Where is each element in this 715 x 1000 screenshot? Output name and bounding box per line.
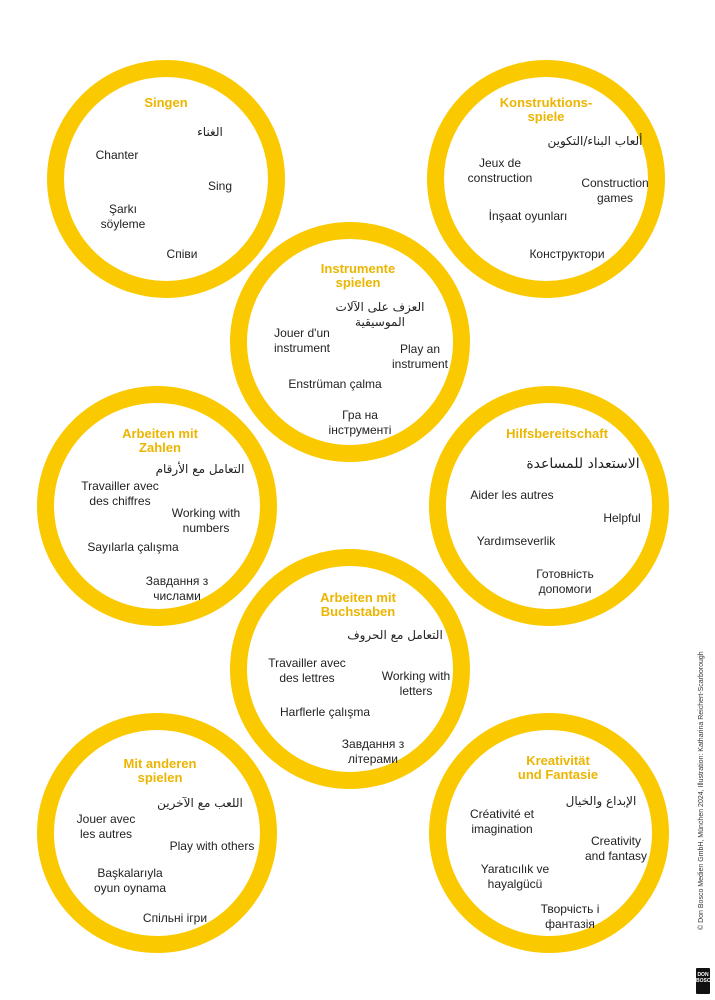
- word-french: Jeux de construction: [467, 156, 533, 185]
- circle-title: Singen: [144, 95, 188, 110]
- word-french: Aider les autres: [470, 488, 554, 502]
- word-ukrainian: Творчість і фантазія: [540, 902, 600, 931]
- word-ukrainian: Завдання з числами: [145, 574, 209, 603]
- circle-title: Arbeiten mit Zahlen: [122, 426, 198, 455]
- word-turkish: Harflerle çalışma: [279, 705, 371, 719]
- word-ukrainian: Завдання з літерами: [341, 737, 405, 766]
- word-arabic: الاستعداد للمساعدة: [526, 456, 640, 472]
- word-arabic: الإبداع والخيال: [565, 794, 637, 808]
- word-english: Play an instrument: [391, 342, 449, 371]
- word-turkish: Enstrüman çalma: [288, 377, 382, 391]
- circle-title: Kreativität und Fantasie: [517, 753, 599, 782]
- word-ukrainian: Конструктори: [529, 247, 605, 261]
- word-french: Travailler avec des chiffres: [81, 479, 159, 508]
- word-turkish: İnşaat oyunları: [488, 209, 568, 223]
- word-turkish: Yaratıcılık ve hayalgücü: [480, 862, 550, 891]
- word-french: Jouer d'un instrument: [273, 326, 331, 355]
- word-turkish: Yardımseverlik: [476, 534, 556, 548]
- word-english: Sing: [207, 179, 233, 193]
- word-ukrainian: Гра на інструменті: [328, 408, 392, 437]
- word-arabic: ألعاب البناء/التكوين: [547, 134, 643, 148]
- word-arabic: التعامل مع الأرقام: [155, 462, 245, 476]
- word-ukrainian: Співи: [166, 247, 198, 261]
- word-ukrainian: Спільні ігри: [142, 911, 208, 925]
- word-arabic: اللعب مع الآخرين: [157, 796, 243, 810]
- word-french: Jouer avec les autres: [76, 812, 136, 841]
- word-english: Helpful: [603, 511, 641, 525]
- word-ukrainian: Готовність допомоги: [536, 567, 594, 596]
- word-arabic: الغناء: [197, 125, 223, 139]
- word-english: Working with letters: [381, 669, 451, 698]
- word-french: Créativité et imagination: [469, 807, 535, 836]
- word-english: Construction games: [581, 176, 649, 205]
- word-english: Creativity and fantasy: [584, 834, 648, 863]
- circle-title: Konstruktions- spiele: [499, 95, 593, 124]
- copyright-credit: © Don Bosco Medien GmbH, München 2024, Illustration: Katharina Reichert-Scarborough: [698, 651, 705, 930]
- word-english: Play with others: [169, 839, 255, 853]
- word-french: Chanter: [95, 148, 139, 162]
- circle-title: Arbeiten mit Buchstaben: [320, 590, 396, 619]
- word-turkish: Başkalarıyla oyun oynama: [93, 866, 167, 895]
- word-arabic: التعامل مع الحروف: [347, 628, 443, 642]
- circle-title: Hilfsbereitschaft: [506, 426, 608, 441]
- don-bosco-logo: DON BOSCO: [696, 968, 710, 994]
- word-arabic: العزف على الآلات الموسيقية: [335, 300, 425, 329]
- circle-title: Mit anderen spielen: [123, 756, 197, 785]
- circle-title: Instrumente spielen: [320, 261, 396, 290]
- word-turkish: Şarkı söyleme: [100, 202, 146, 231]
- word-english: Working with numbers: [171, 506, 241, 535]
- word-french: Travailler avec des lettres: [268, 656, 346, 685]
- word-turkish: Sayılarla çalışma: [87, 540, 179, 554]
